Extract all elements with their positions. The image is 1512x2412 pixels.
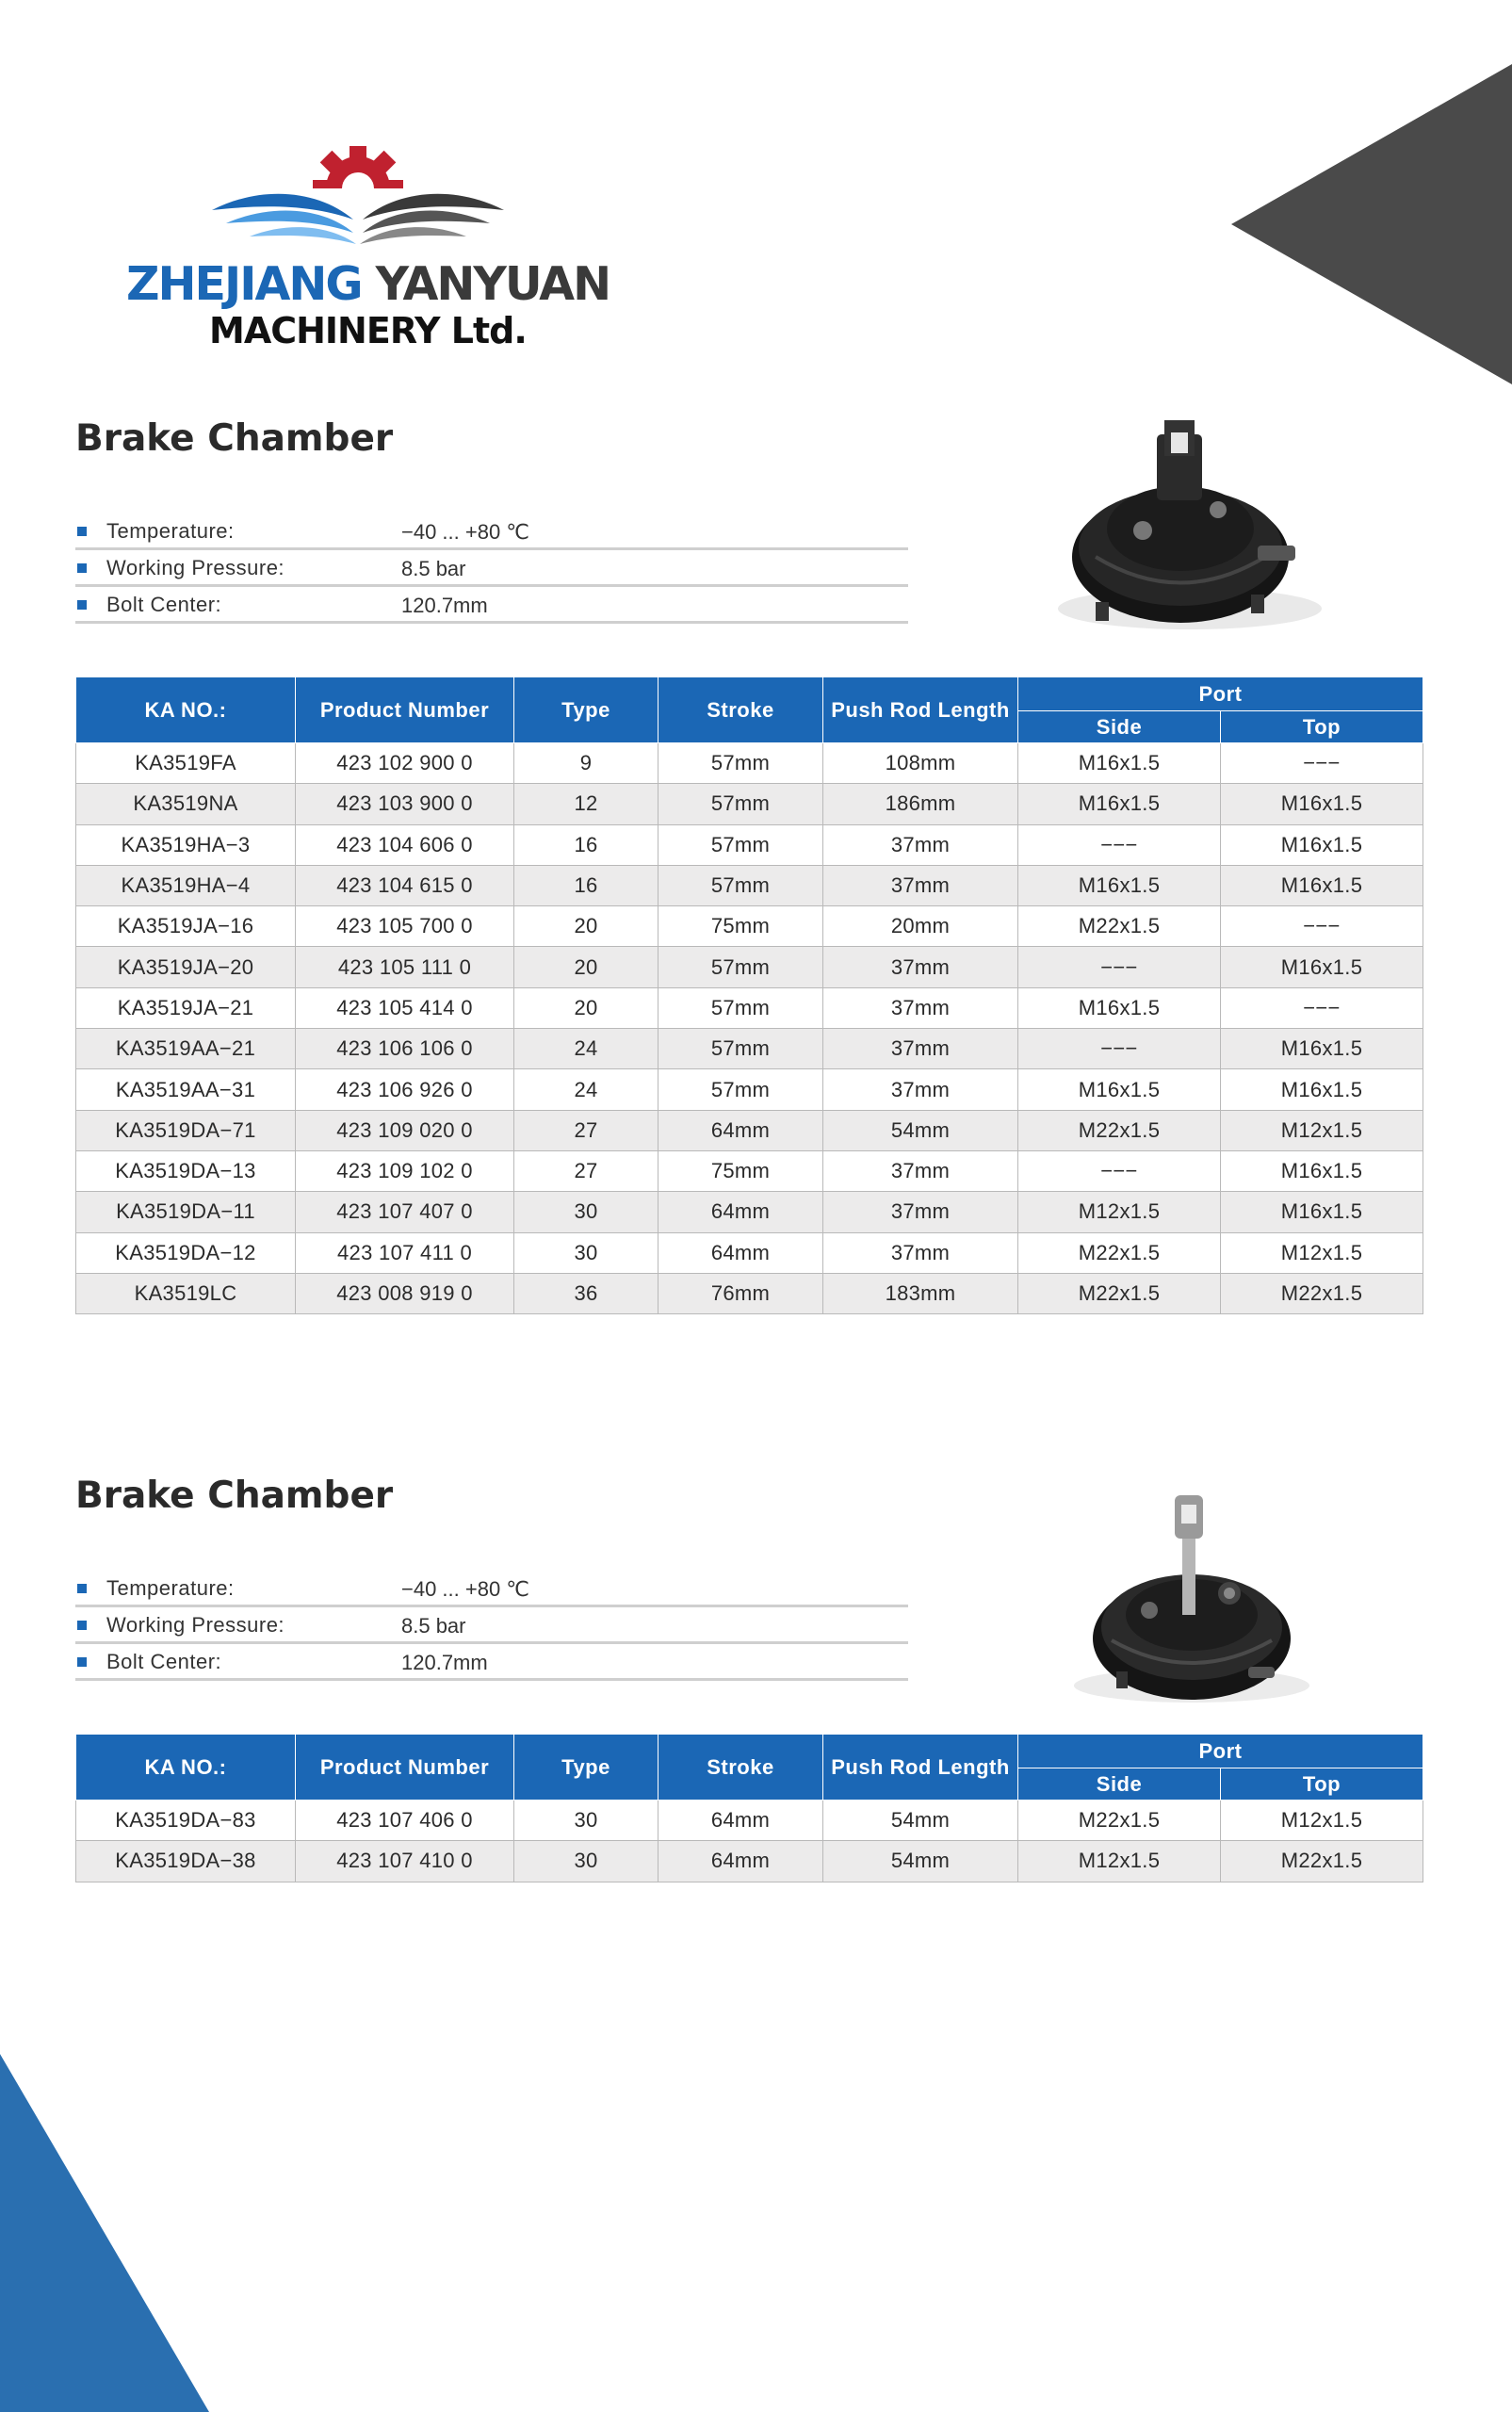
cell-product-number: 423 106 106 0: [296, 1029, 514, 1069]
cell-product-number: 423 109 020 0: [296, 1110, 514, 1150]
header-stroke: Stroke: [658, 1735, 823, 1801]
cell-push-rod-length: 54mm: [823, 1801, 1018, 1841]
cell-product-number: 423 107 407 0: [296, 1192, 514, 1232]
table-row: [76, 784, 1423, 824]
cell-port-side: M16x1.5: [1018, 987, 1221, 1028]
bullet-square-icon: [77, 600, 87, 610]
table-row: [76, 865, 1423, 905]
cell-stroke: 57mm: [658, 743, 823, 784]
header-ka-no: KA NO.:: [76, 1735, 296, 1801]
cell-port-side: M12x1.5: [1018, 1841, 1221, 1882]
cell-push-rod-length: 37mm: [823, 947, 1018, 987]
cell-port-side: M22x1.5: [1018, 1110, 1221, 1150]
cell-stroke: 57mm: [658, 865, 823, 905]
table-row: [76, 1841, 1423, 1882]
cell-port-side: M16x1.5: [1018, 743, 1221, 784]
spec-label: Temperature:: [106, 519, 235, 543]
cell-push-rod-length: 37mm: [823, 824, 1018, 865]
cell-port-side: M22x1.5: [1018, 1801, 1221, 1841]
cell-stroke: 57mm: [658, 987, 823, 1028]
spec-list: [75, 1571, 908, 1681]
logo-company-name: [126, 257, 610, 311]
cell-push-rod-length: 54mm: [823, 1110, 1018, 1150]
cell-port-side: M16x1.5: [1018, 784, 1221, 824]
cell-type: 30: [514, 1192, 658, 1232]
cell-port-top: M16x1.5: [1221, 1029, 1423, 1069]
table-row: [76, 1273, 1423, 1313]
cell-type: 30: [514, 1841, 658, 1882]
cell-port-top: M12x1.5: [1221, 1801, 1423, 1841]
cell-stroke: 76mm: [658, 1273, 823, 1313]
cell-product-number: 423 107 411 0: [296, 1232, 514, 1273]
corner-triangle-bottom-left: [0, 2054, 209, 2412]
section-title: Brake Chamber: [75, 1475, 394, 1517]
cell-port-side: −−−: [1018, 824, 1221, 865]
table-row: [76, 1801, 1423, 1841]
cell-ka-no: KA3519JA−16: [76, 906, 296, 947]
cell-type: 20: [514, 906, 658, 947]
cell-port-side: M12x1.5: [1018, 1192, 1221, 1232]
cell-stroke: 75mm: [658, 1150, 823, 1191]
table-row: [76, 906, 1423, 947]
brake-chamber-product-image: [1039, 416, 1359, 651]
cell-type: 36: [514, 1273, 658, 1313]
logo-word-yanyuan: YANYUAN: [361, 257, 610, 311]
cell-stroke: 64mm: [658, 1232, 823, 1273]
cell-type: 27: [514, 1110, 658, 1150]
cell-port-side: M16x1.5: [1018, 865, 1221, 905]
spec-value: 120.7mm: [401, 1651, 488, 1674]
cell-port-side: −−−: [1018, 947, 1221, 987]
cell-stroke: 57mm: [658, 824, 823, 865]
header-product-number: Product Number: [296, 677, 514, 743]
cell-port-side: M22x1.5: [1018, 1273, 1221, 1313]
bullet-square-icon: [77, 1621, 87, 1630]
spec-value: 8.5 bar: [401, 1614, 466, 1638]
cell-product-number: 423 008 919 0: [296, 1273, 514, 1313]
cell-push-rod-length: 20mm: [823, 906, 1018, 947]
cell-product-number: 423 107 406 0: [296, 1801, 514, 1841]
brake-chamber-product-image: [1055, 1488, 1347, 1723]
spec-value: 120.7mm: [401, 594, 488, 617]
header-push-rod-length: Push Rod Length: [823, 677, 1018, 743]
cell-ka-no: KA3519DA−13: [76, 1150, 296, 1191]
cell-push-rod-length: 37mm: [823, 1069, 1018, 1110]
header-push-rod-length: Push Rod Length: [823, 1735, 1018, 1801]
logo-subtitle: MACHINERY Ltd.: [209, 310, 527, 351]
cell-type: 12: [514, 784, 658, 824]
cell-type: 24: [514, 1069, 658, 1110]
cell-product-number: 423 109 102 0: [296, 1150, 514, 1191]
header-port: Port: [1018, 1735, 1423, 1768]
cell-port-side: M22x1.5: [1018, 906, 1221, 947]
spec-label: Working Pressure:: [106, 556, 285, 579]
table-row: [76, 987, 1423, 1028]
cell-product-number: 423 106 926 0: [296, 1069, 514, 1110]
table-body: [76, 1801, 1423, 1882]
cell-stroke: 57mm: [658, 1029, 823, 1069]
bullet-square-icon: [77, 527, 87, 536]
cell-port-top: M16x1.5: [1221, 1069, 1423, 1110]
spec-value: 8.5 bar: [401, 557, 466, 580]
cell-ka-no: KA3519DA−71: [76, 1110, 296, 1150]
spec-row-bolt-center: [75, 1644, 908, 1681]
spec-label: Bolt Center:: [106, 593, 222, 616]
cell-port-top: M16x1.5: [1221, 1150, 1423, 1191]
cell-type: 30: [514, 1232, 658, 1273]
cell-ka-no: KA3519DA−83: [76, 1801, 296, 1841]
header-side: Side: [1018, 1768, 1221, 1801]
cell-ka-no: KA3519JA−21: [76, 987, 296, 1028]
gear-wings-icon: [122, 146, 612, 269]
cell-product-number: 423 105 414 0: [296, 987, 514, 1028]
cell-stroke: 57mm: [658, 784, 823, 824]
spec-row-working-pressure: [75, 550, 908, 587]
table-body: [76, 743, 1423, 1314]
spec-value: −40 ... +80 ℃: [401, 1577, 530, 1601]
logo-word-zhejiang: ZHEJIANG: [126, 257, 362, 311]
spec-label: Working Pressure:: [106, 1613, 285, 1637]
spec-list: [75, 513, 908, 624]
cell-push-rod-length: 37mm: [823, 1192, 1018, 1232]
table-row: [76, 1069, 1423, 1110]
cell-port-top: −−−: [1221, 987, 1423, 1028]
spec-label: Bolt Center:: [106, 1650, 222, 1673]
cell-stroke: 57mm: [658, 1069, 823, 1110]
cell-type: 16: [514, 824, 658, 865]
cell-port-top: M16x1.5: [1221, 947, 1423, 987]
cell-product-number: 423 104 615 0: [296, 865, 514, 905]
cell-stroke: 57mm: [658, 947, 823, 987]
cell-port-side: −−−: [1018, 1029, 1221, 1069]
company-logo: [122, 146, 612, 363]
cell-port-side: M16x1.5: [1018, 1069, 1221, 1110]
cell-push-rod-length: 183mm: [823, 1273, 1018, 1313]
cell-stroke: 64mm: [658, 1192, 823, 1232]
cell-product-number: 423 107 410 0: [296, 1841, 514, 1882]
cell-type: 9: [514, 743, 658, 784]
cell-type: 20: [514, 987, 658, 1028]
corner-triangle-top-right: [1231, 64, 1512, 384]
cell-push-rod-length: 37mm: [823, 1150, 1018, 1191]
cell-push-rod-length: 37mm: [823, 1232, 1018, 1273]
cell-push-rod-length: 186mm: [823, 784, 1018, 824]
cell-type: 20: [514, 947, 658, 987]
cell-stroke: 64mm: [658, 1110, 823, 1150]
cell-ka-no: KA3519LC: [76, 1273, 296, 1313]
cell-ka-no: KA3519NA: [76, 784, 296, 824]
cell-ka-no: KA3519DA−12: [76, 1232, 296, 1273]
cell-port-top: M22x1.5: [1221, 1273, 1423, 1313]
cell-ka-no: KA3519DA−38: [76, 1841, 296, 1882]
spec-row-temperature: [75, 513, 908, 550]
header-stroke: Stroke: [658, 677, 823, 743]
bullet-square-icon: [77, 1584, 87, 1593]
cell-product-number: 423 105 700 0: [296, 906, 514, 947]
cell-type: 16: [514, 865, 658, 905]
bullet-square-icon: [77, 1657, 87, 1667]
cell-type: 27: [514, 1150, 658, 1191]
cell-port-top: −−−: [1221, 743, 1423, 784]
cell-stroke: 75mm: [658, 906, 823, 947]
header-top: Top: [1221, 1768, 1423, 1801]
spec-table: [75, 1734, 1423, 1882]
cell-product-number: 423 103 900 0: [296, 784, 514, 824]
cell-type: 30: [514, 1801, 658, 1841]
cell-type: 24: [514, 1029, 658, 1069]
table-row: [76, 1110, 1423, 1150]
cell-push-rod-length: 54mm: [823, 1841, 1018, 1882]
cell-ka-no: KA3519AA−21: [76, 1029, 296, 1069]
cell-product-number: 423 102 900 0: [296, 743, 514, 784]
section-title: Brake Chamber: [75, 417, 394, 460]
cell-stroke: 64mm: [658, 1841, 823, 1882]
cell-ka-no: KA3519HA−4: [76, 865, 296, 905]
cell-stroke: 64mm: [658, 1801, 823, 1841]
cell-port-top: M16x1.5: [1221, 1192, 1423, 1232]
table-row: [76, 1150, 1423, 1191]
table-row: [76, 824, 1423, 865]
cell-port-top: M12x1.5: [1221, 1232, 1423, 1273]
cell-port-top: −−−: [1221, 906, 1423, 947]
cell-push-rod-length: 37mm: [823, 865, 1018, 905]
cell-push-rod-length: 108mm: [823, 743, 1018, 784]
spec-row-temperature: [75, 1571, 908, 1607]
cell-ka-no: KA3519AA−31: [76, 1069, 296, 1110]
cell-port-top: M16x1.5: [1221, 865, 1423, 905]
spec-label: Temperature:: [106, 1576, 235, 1600]
table-row: [76, 1192, 1423, 1232]
cell-product-number: 423 104 606 0: [296, 824, 514, 865]
cell-push-rod-length: 37mm: [823, 1029, 1018, 1069]
cell-push-rod-length: 37mm: [823, 987, 1018, 1028]
cell-port-top: M22x1.5: [1221, 1841, 1423, 1882]
cell-ka-no: KA3519JA−20: [76, 947, 296, 987]
spec-value: −40 ... +80 ℃: [401, 520, 530, 544]
table-row: [76, 1232, 1423, 1273]
header-port: Port: [1018, 677, 1423, 711]
cell-ka-no: KA3519FA: [76, 743, 296, 784]
spec-row-bolt-center: [75, 587, 908, 624]
table-row: [76, 947, 1423, 987]
cell-port-top: M16x1.5: [1221, 824, 1423, 865]
table-row: [76, 1029, 1423, 1069]
header-type: Type: [514, 1735, 658, 1801]
cell-port-top: M16x1.5: [1221, 784, 1423, 824]
cell-port-side: M22x1.5: [1018, 1232, 1221, 1273]
table-row: [76, 743, 1423, 784]
spec-row-working-pressure: [75, 1607, 908, 1644]
header-top: Top: [1221, 711, 1423, 743]
cell-port-top: M12x1.5: [1221, 1110, 1423, 1150]
spec-table: [75, 676, 1423, 1314]
header-ka-no: KA NO.:: [76, 677, 296, 743]
header-type: Type: [514, 677, 658, 743]
header-product-number: Product Number: [296, 1735, 514, 1801]
cell-ka-no: KA3519DA−11: [76, 1192, 296, 1232]
bullet-square-icon: [77, 563, 87, 573]
header-side: Side: [1018, 711, 1221, 743]
cell-product-number: 423 105 111 0: [296, 947, 514, 987]
cell-port-side: −−−: [1018, 1150, 1221, 1191]
cell-ka-no: KA3519HA−3: [76, 824, 296, 865]
